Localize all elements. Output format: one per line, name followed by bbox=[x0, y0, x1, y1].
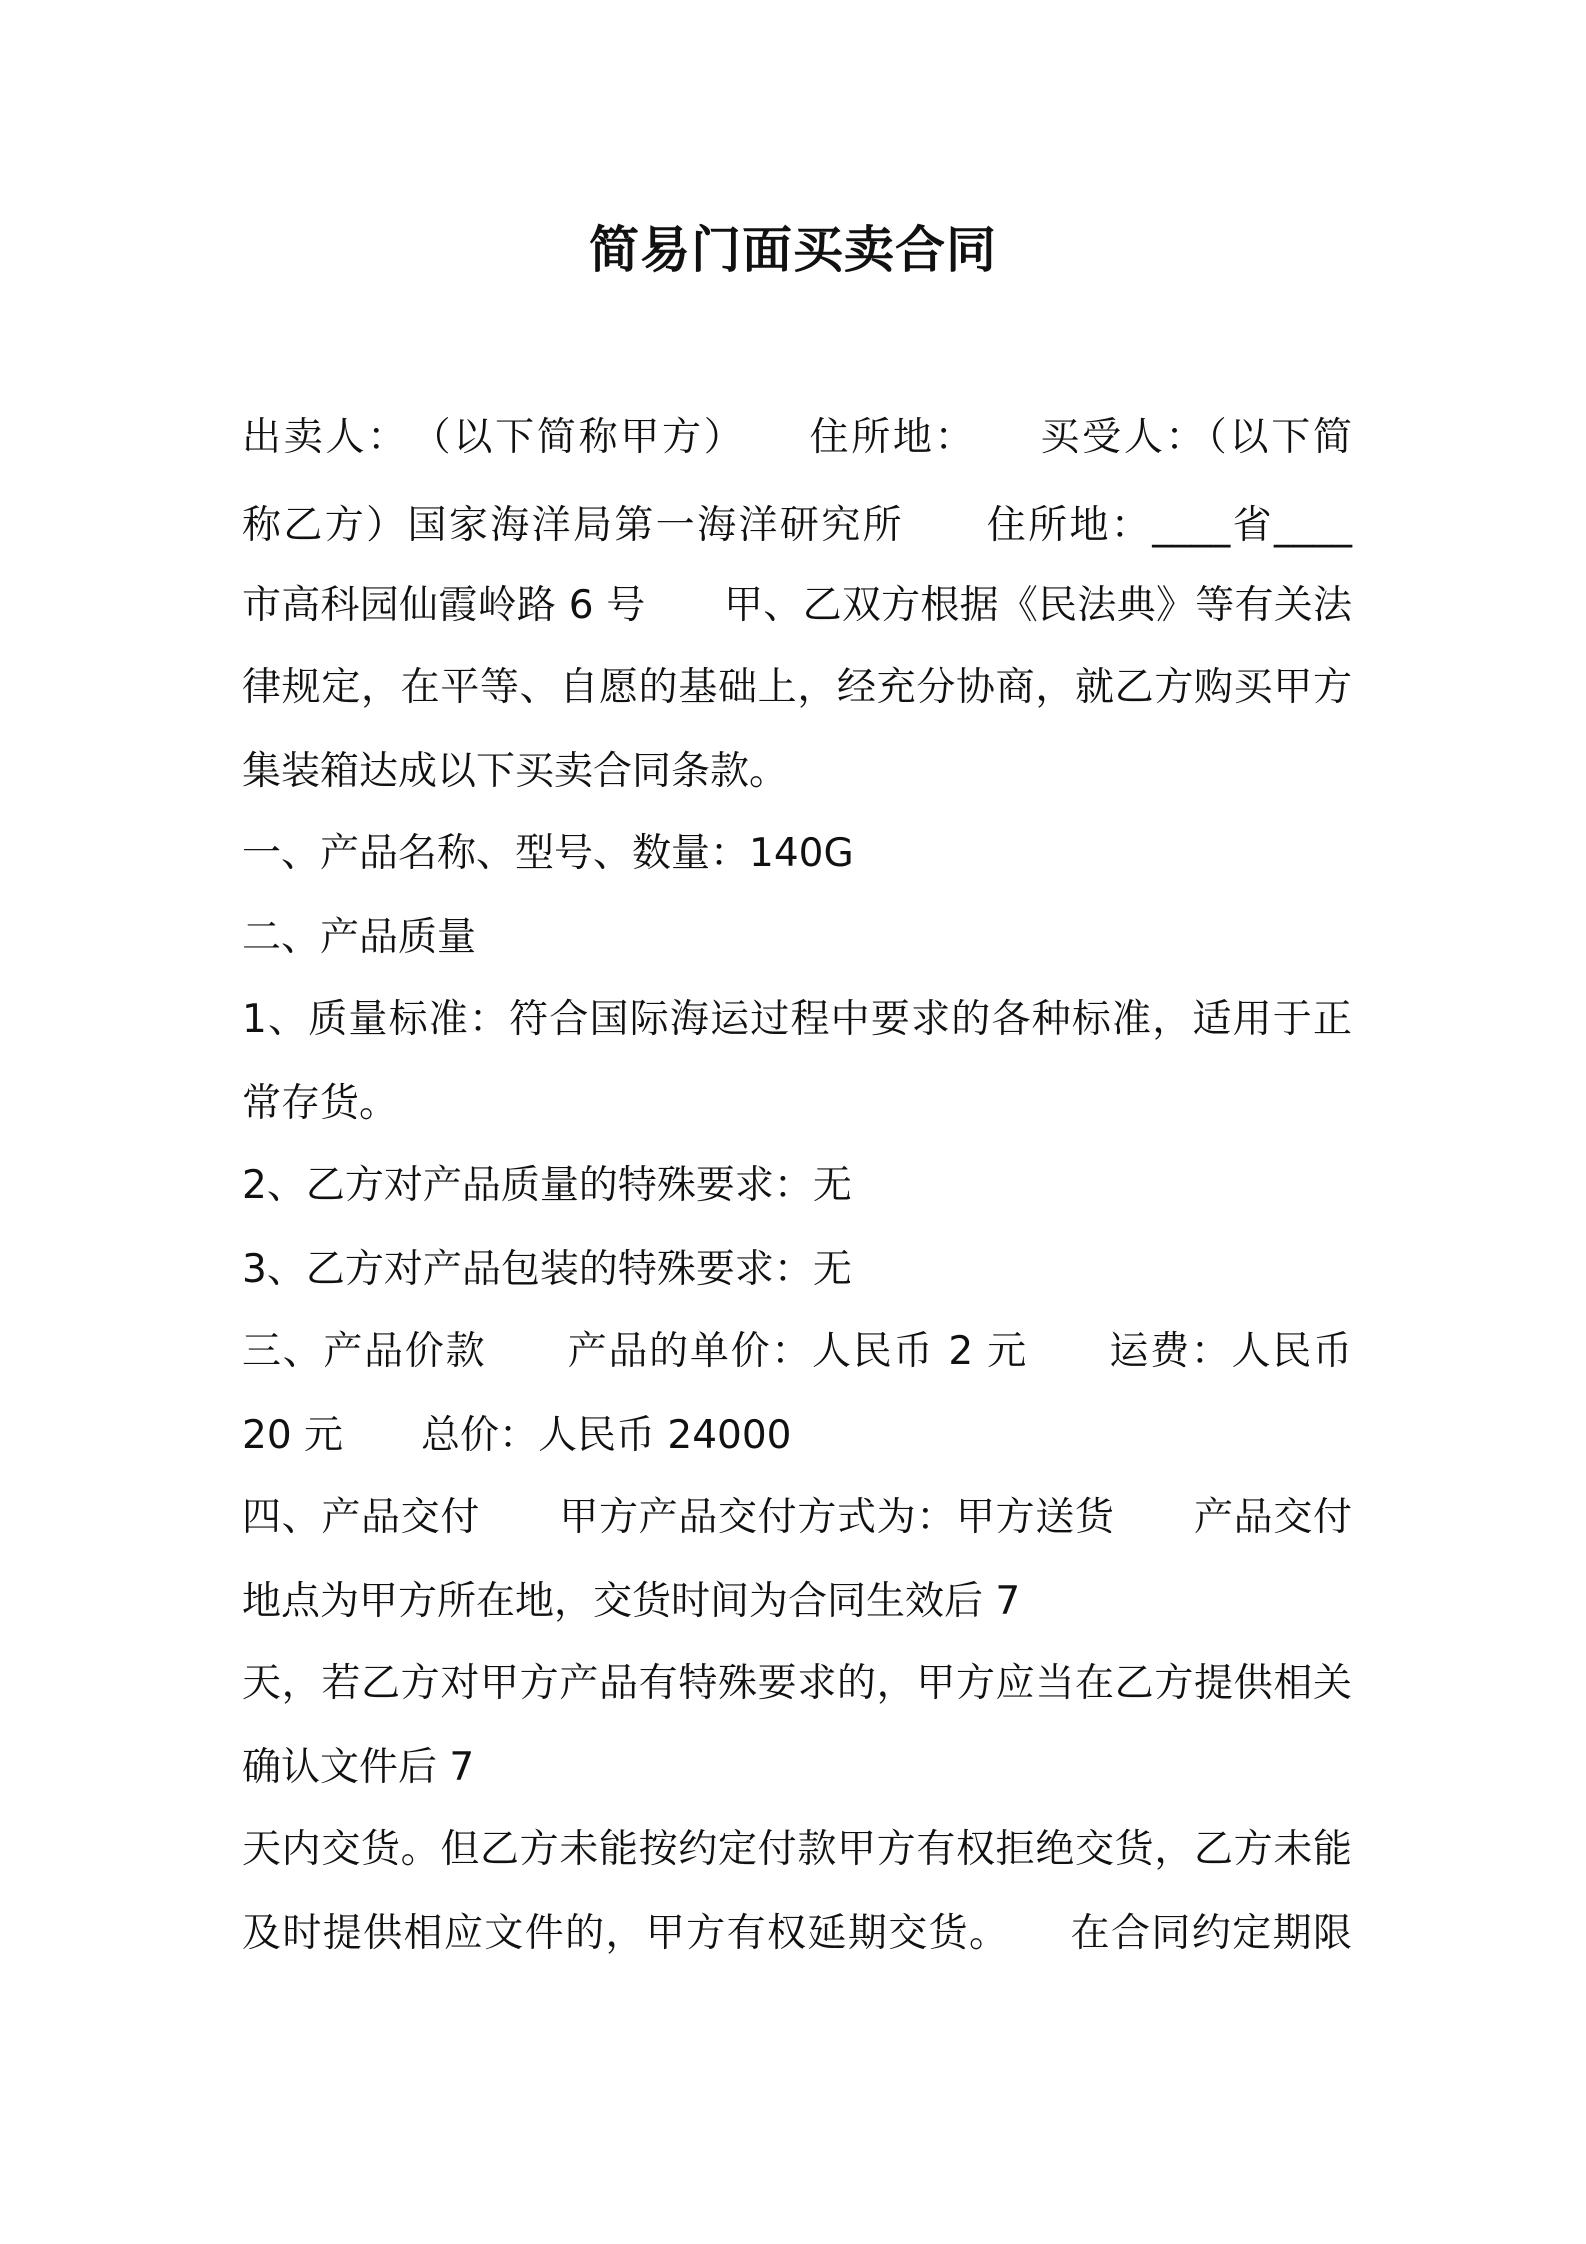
body-line: 四、产品交付 甲方产品交付方式为：甲方送货 产品交付 bbox=[242, 1495, 1352, 1540]
body-line: 2、乙方对产品质量的特殊要求：无 bbox=[242, 1163, 852, 1208]
body-line: 地点为甲方所在地，交货时间为合同生效后 7 bbox=[242, 1579, 1021, 1624]
body-line: 及时提供相应文件的，甲方有权延期交货。 在合同约定期限 bbox=[242, 1911, 1352, 1956]
body-line: 二、产品质量 bbox=[242, 915, 477, 960]
body-line: 称乙方）国家海洋局第一海洋研究所 住所地：____省____ bbox=[242, 503, 1352, 548]
body-line: 一、产品名称、型号、数量：140G bbox=[242, 831, 854, 876]
body-line: 3、乙方对产品包装的特殊要求：无 bbox=[242, 1247, 852, 1292]
body-line: 天内交货。但乙方未能按约定付款甲方有权拒绝交货，乙方未能 bbox=[242, 1827, 1352, 1872]
body-line: 20 元 总价：人民币 24000 bbox=[242, 1413, 792, 1458]
body-line: 天，若乙方对甲方产品有特殊要求的，甲方应当在乙方提供相关 bbox=[242, 1661, 1352, 1706]
body-line: 常存货。 bbox=[242, 1081, 399, 1126]
page-title: 简易门面买卖合同 bbox=[589, 221, 997, 279]
body-line: 确认文件后 7 bbox=[242, 1745, 475, 1790]
body-line: 市高科园仙霞岭路 6 号 甲、乙双方根据《民法典》等有关法 bbox=[242, 583, 1352, 628]
body-line: 出卖人： （以下简称甲方） 住所地： 买受人：（以下简 bbox=[242, 415, 1352, 460]
body-line: 1、质量标准：符合国际海运过程中要求的各种标准，适用于正 bbox=[242, 997, 1352, 1042]
body-line: 三、产品价款 产品的单价：人民币 2 元 运费：人民币 bbox=[242, 1329, 1352, 1374]
body-line: 律规定，在平等、自愿的基础上，经充分协商，就乙方购买甲方 bbox=[242, 665, 1352, 710]
body-line: 集装箱达成以下买卖合同条款。 bbox=[242, 749, 789, 794]
